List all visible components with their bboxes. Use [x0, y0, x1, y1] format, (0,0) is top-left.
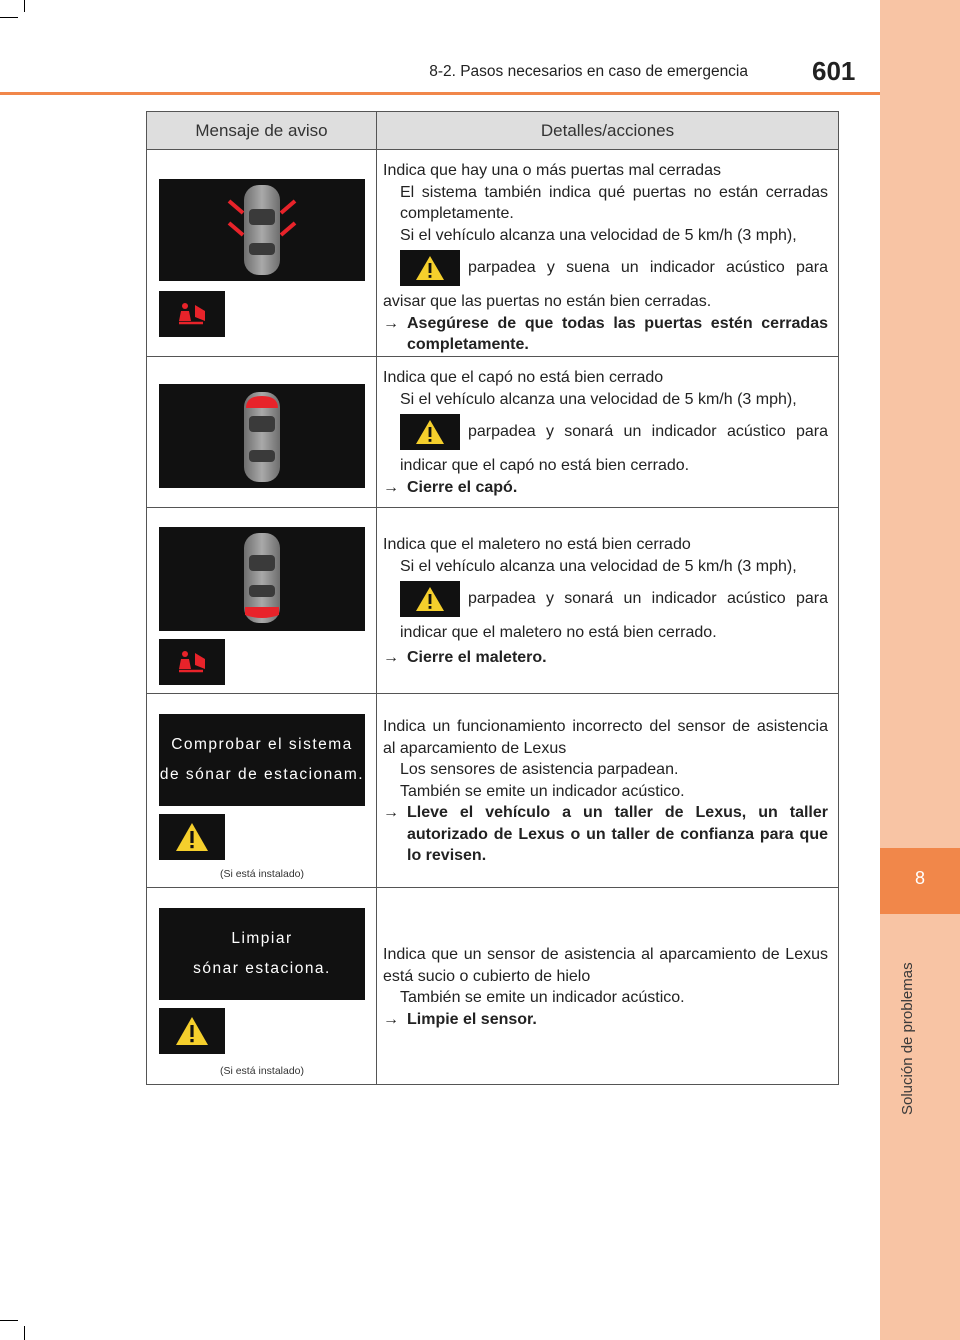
detail-title: Indica que el capó no está bien cerrado: [383, 369, 664, 386]
page-number: 601: [812, 56, 856, 86]
action-text: Asegúrese de que todas las puertas estén cerradas completamente.: [407, 314, 828, 353]
table-header-row: [147, 112, 839, 150]
detail-line: Si el vehículo alcanza una velocidad de 5 km/h (3 mph),: [400, 390, 797, 408]
warning-triangle-icon: [159, 1008, 225, 1054]
table-row: [147, 357, 839, 508]
chapter-title: Solución de problemas: [899, 962, 916, 1115]
crop-mark: [24, 0, 25, 12]
action-item: [383, 1009, 828, 1031]
detail-line: Los sensores de asistencia parpadean.: [400, 761, 679, 778]
crop-mark: [0, 17, 18, 18]
message-cell: [147, 888, 377, 1085]
door-open-warning-icon: [159, 639, 225, 685]
warning-text: parpadea y sonará un indicador acústico para: [468, 423, 828, 441]
message-cell: [147, 150, 377, 357]
detail-title: Indica que hay una o más puertas mal cerradas: [383, 162, 721, 179]
warning-inline: [383, 581, 828, 617]
action-text: Limpie el sensor.: [407, 1010, 537, 1028]
installed-note: (Si está instalado): [219, 868, 305, 880]
detail-line: Si el vehículo alcanza una velocidad de 5 km/h (3 mph),: [400, 557, 797, 575]
detail-line: indicar que el capó no está bien cerrado.: [400, 457, 690, 474]
display-line: sónar estaciona.: [193, 960, 331, 977]
detail-line: También se emite un indicador acústico.: [400, 989, 685, 1006]
arrow-icon: →: [383, 804, 399, 821]
warning-triangle-icon: [159, 814, 225, 860]
details-cell: [377, 888, 839, 1085]
installed-note: (Si está instalado): [219, 1065, 305, 1077]
crop-mark: [24, 1326, 25, 1340]
message-cell: [147, 694, 377, 888]
warning-triangle-icon: [400, 414, 460, 450]
details-cell: [377, 508, 839, 694]
display-line: Comprobar el sistema: [171, 736, 353, 753]
header-rule: [0, 92, 880, 95]
chapter-number: 8: [914, 868, 925, 888]
message-cell: [147, 508, 377, 694]
arrow-icon: →: [383, 1010, 399, 1028]
display-line: Limpiar: [231, 930, 293, 947]
action-item: [383, 477, 828, 499]
car-top-view-icon: [159, 527, 365, 631]
details-cell: [377, 694, 839, 888]
display-line: de sónar de estacionam.: [159, 766, 365, 783]
table-row: [147, 508, 839, 694]
warning-inline: [383, 414, 828, 450]
detail-line: Si el vehículo alcanza una velocidad de 5 km/h (3 mph),: [400, 226, 797, 244]
warning-triangle-icon: [400, 581, 460, 617]
table-header-message: Mensaje de aviso: [147, 112, 377, 150]
action-text: Cierre el capó.: [407, 478, 518, 496]
crop-mark: [0, 1320, 18, 1321]
arrow-icon: →: [383, 314, 399, 332]
arrow-icon: →: [383, 478, 399, 496]
warning-text: parpadea y sonará un indicador acústico para: [468, 590, 828, 608]
detail-title: Indica un funcionamiento incorrecto del sensor de asistencia al aparcamiento de Lexus: [383, 718, 828, 757]
section-title: 8-2. Pasos necesarios en caso de emergencia: [429, 63, 748, 80]
detail-line: También se emite un indicador acústico.: [400, 782, 685, 800]
warning-text: parpadea y suena un indicador acústico para: [468, 259, 828, 277]
door-open-warning-icon: [159, 291, 225, 337]
warning-inline: [383, 250, 828, 286]
detail-title: Indica que el maletero no está bien cerrado: [383, 536, 691, 553]
chapter-title-vertical: [897, 925, 919, 1125]
sonar-check-display: [159, 714, 365, 806]
details-cell: [377, 150, 839, 357]
action-text: Lleve el vehículo a un taller de Lexus, un taller autorizado de Lexus o un taller de confianza para que lo revisen.: [407, 804, 828, 864]
table-header-details: Detalles/acciones: [377, 112, 839, 150]
car-top-view-icon: [159, 384, 365, 488]
detail-title: Indica que un sensor de asistencia al aparcamiento de Lexus está sucio o cubierto de hielo: [383, 946, 828, 985]
warning-triangle-icon: [400, 250, 460, 286]
detail-line: avisar que las puertas no están bien cerradas.: [383, 293, 712, 310]
arrow-icon: →: [383, 648, 399, 666]
detail-line: indicar que el maletero no está bien cerrado.: [400, 624, 717, 641]
action-text: Cierre el maletero.: [407, 648, 547, 666]
detail-line: El sistema también indica qué puertas no están cerradas completamente.: [400, 183, 828, 222]
action-item: [383, 802, 828, 867]
chapter-side-tab: [880, 0, 960, 1340]
table-row: [147, 888, 839, 1085]
message-cell: [147, 357, 377, 508]
action-item: [383, 647, 828, 669]
table-row: [147, 150, 839, 357]
details-cell: [377, 357, 839, 508]
warning-message-table: [146, 111, 839, 1085]
car-top-view-icon: [159, 179, 365, 281]
action-item: [383, 313, 828, 356]
table-row: [147, 694, 839, 888]
sonar-clean-display: [159, 908, 365, 1000]
